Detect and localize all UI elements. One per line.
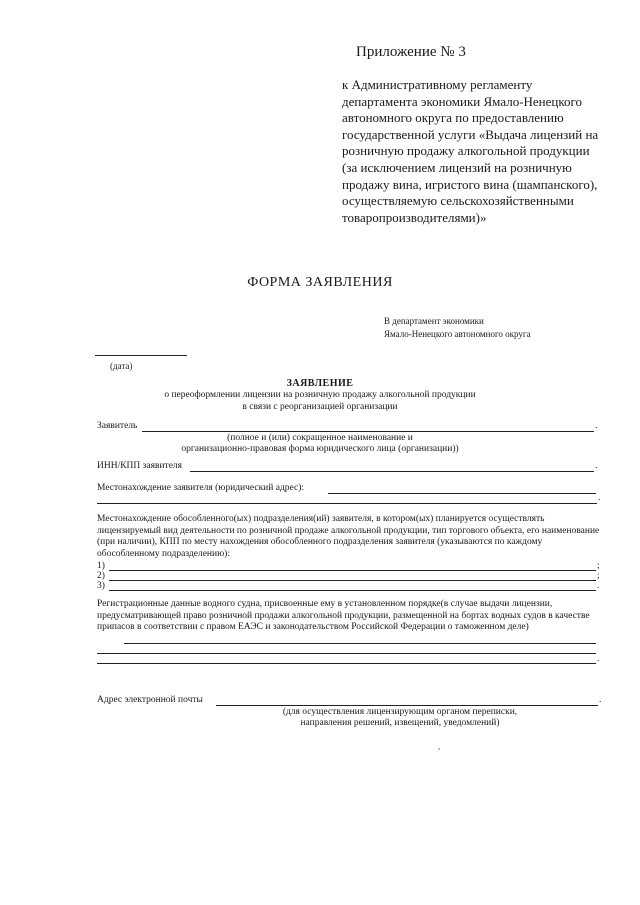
applicant-field-line[interactable]	[142, 431, 594, 432]
vessel-field-line-3[interactable]	[97, 663, 596, 664]
date-field-line[interactable]	[95, 355, 187, 356]
scan-speck	[438, 748, 440, 750]
vessel-description: Регистрационные данные водного судна, присвоенные ему в установленном порядке(в случае выдачи лицензии, предусматривающей право розничной продажи алкогольной продукции, размещенной на бортах водных судов в качестве припасов в соответствии с правом ЕАЭС и законодательством Российской Федерации о таможенном деле)	[97, 599, 590, 632]
inn-kpp-period: .	[595, 461, 598, 471]
email-note-line-1: (для осуществления лицензирующим органом переписки,	[282, 707, 518, 717]
application-subtitle	[0, 390, 640, 413]
form-title: ФОРМА ЗАЯВЛЕНИЯ	[247, 275, 393, 290]
applicant-period: .	[595, 421, 598, 431]
inn-kpp-field-line[interactable]	[190, 471, 594, 472]
addressee-block	[384, 315, 531, 341]
applicant-label: Заявитель	[97, 421, 138, 431]
subdivision-item-3-label: 3)	[97, 581, 105, 591]
application-subtitle-line-2: в связи с реорганизацией организации	[242, 401, 398, 412]
subdivision-item-2-label: 2)	[97, 571, 105, 581]
inn-kpp-label: ИНН/КПП заявителя	[97, 461, 183, 471]
subdivision-item-1-line[interactable]	[109, 570, 596, 571]
application-title: ЗАЯВЛЕНИЕ	[286, 378, 354, 389]
appendix-title: Приложение № 3	[356, 44, 466, 60]
subdivision-item-2-semicolon: ;	[597, 571, 600, 581]
applicant-note	[0, 433, 640, 455]
email-period: .	[599, 695, 602, 705]
application-subtitle-line-1: о переоформлении лицензии на розничную продажу алкогольной продукции	[164, 390, 476, 400]
email-note-line-2: направления решений, извещений, уведомлений)	[300, 718, 500, 728]
location-label: Местонахождение заявителя (юридический адрес):	[97, 483, 304, 493]
location-period: .	[598, 493, 601, 503]
vessel-period: .	[597, 654, 600, 664]
subdivision-item-1-semicolon: ;	[597, 561, 600, 571]
email-field-line[interactable]	[216, 705, 598, 706]
vessel-field-line-2[interactable]	[97, 653, 596, 654]
date-label: (дата)	[110, 361, 133, 371]
subdivision-item-3-period: .	[597, 581, 600, 591]
applicant-note-line-1: (полное и (или) сокращенное наименование и	[227, 433, 413, 443]
email-note	[80, 707, 640, 729]
location-field-line-1[interactable]	[328, 493, 596, 494]
appendix-description: к Административному регламенту департамента экономики Ямало-Ненецкого автономного округа по предоставлению государственной услуги «Выдача лицензий на розничную продажу алкогольной продукции (за исключением лицензий на розничную продажу вина, игристого вина (шампанского), осуществляемую сельскохозяйственными товаропроизводителями)»	[342, 77, 599, 225]
vessel-field-line-1[interactable]	[124, 643, 596, 644]
subdivision-item-2-line[interactable]	[109, 580, 596, 581]
subdivision-item-3-line[interactable]	[109, 590, 596, 591]
addressee-line-2: Ямало-Ненецкого автономного округа	[384, 329, 531, 339]
addressee-line-1: В департамент экономики	[384, 316, 484, 326]
location-field-line-2[interactable]	[97, 503, 597, 504]
subdivision-item-1-label: 1)	[97, 561, 105, 571]
applicant-note-line-2: организационно-правовая форма юридического лица (организации))	[181, 444, 459, 454]
email-label: Адрес электронной почты	[97, 695, 203, 705]
subdivision-description: Местонахождение обособленного(ых) подразделения(ий) заявителя, в котором(ых) планируется осуществлять лицензируемый вид деятельности по розничной продаже алкогольной продукции, тип торгового объекта, его наименование (при наличии), КПП по месту нахождения обособленного подразделения заявителя (указываются по каждому обособленному подразделению):	[97, 514, 600, 559]
